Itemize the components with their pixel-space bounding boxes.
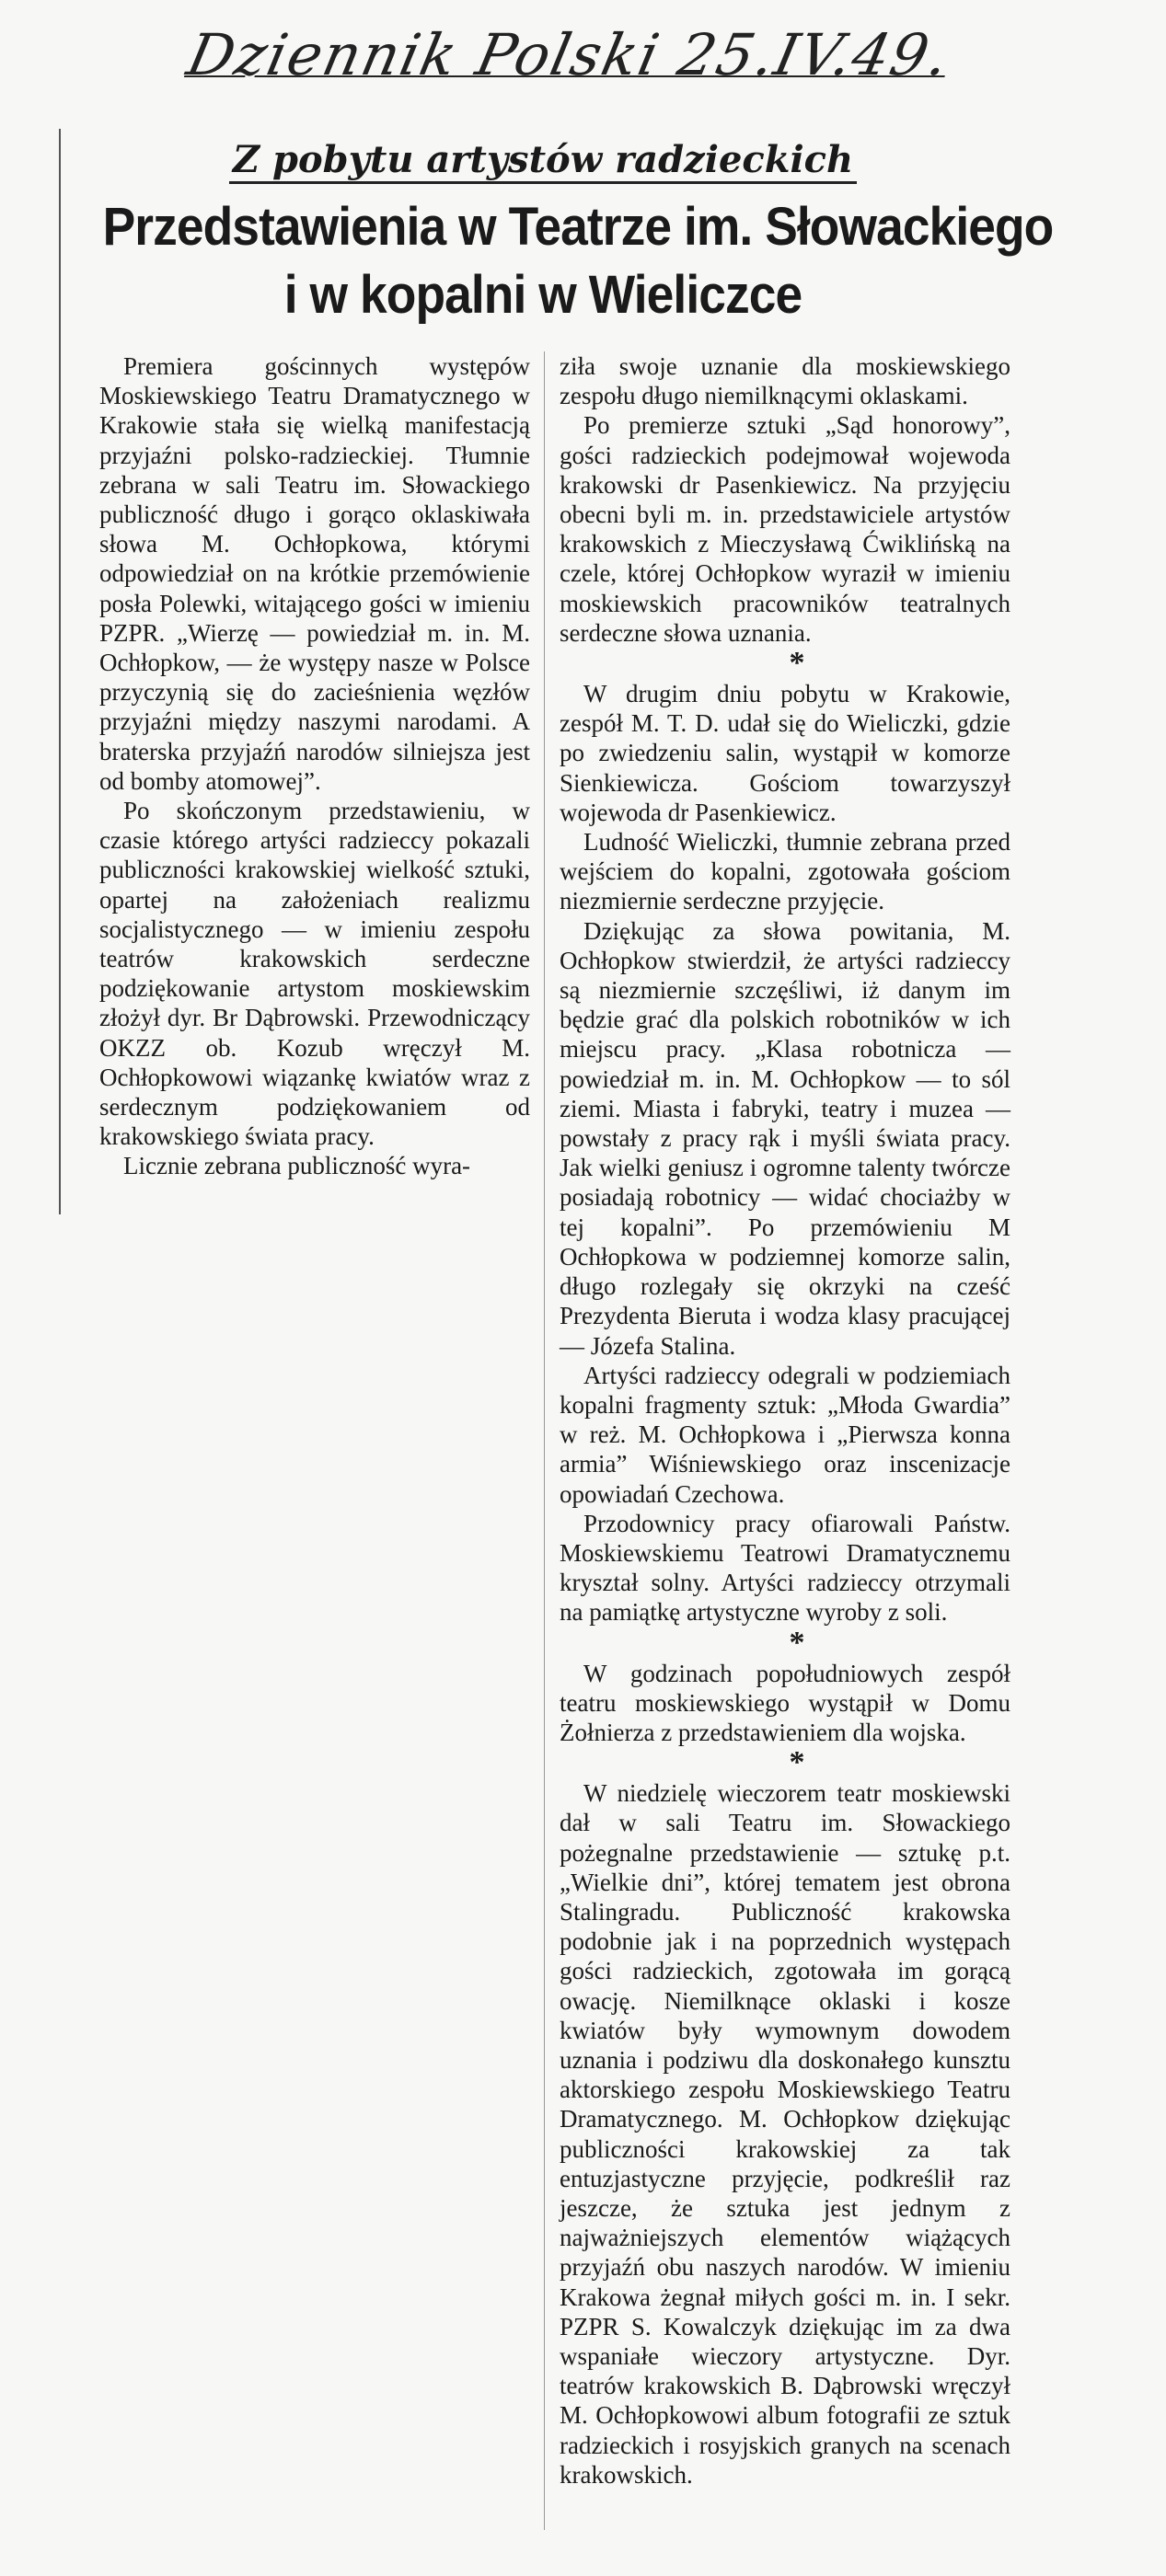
paragraph: Dziękując za słowa powitania, M. Ochłopkow stwierdził, że artyści radzieccy są niezmiernie szczęśliwi, iż danym im będzie grać dla polskich robotników w ich miejscu pracy. „Klasa robotnicza — powiedział m. in. M. Ochłopkow — to sól ziemi. Miasta i fabryki, teatry i muzea — powstały z pracy rąk i myśli świata pracy. Jak wielki geniusz i ogromne talenty twórcze posiadają robotnicy — widać chociażby w tej kopalni”. Po przemówieniu M Ochłopkowa w podziemnej komorze salin, długo rozlegały się okrzyki na cześć Prezydenta Bieruta i wodza klasy pracującej — Józefa Stalina.: [560, 916, 1010, 1360]
headline-line-1: Przedstawienia w Teatrze im. Słowackiego: [102, 197, 1054, 257]
section-separator-star: *: [789, 1625, 805, 1660]
headline: [102, 193, 1054, 331]
paragraph: W drugim dniu pobytu w Krakowie, zespół M. T. D. udał się do Wieliczki, gdzie po zwiedzeniu salin, wystąpił w komorze Sienkiewicza. Gościom towarzyszył wojewoda dr Pasenkiewicz.: [560, 680, 1010, 826]
paragraph: W niedzielę wieczorem teatr moskiewski dał w sali Teatru im. Słowackiego pożegnalne przedstawienie — sztukę p.t. „Wielkie dni”, której tematem jest obrona Stalingradu. Publiczność krakowska podobnie jak i na poprzednich występach gości radzieckich, zgotowała im gorącą owację. Niemilknące oklaski i kosze kwiatów były wymownym dowodem uznania i podziwu dla doskonałego kunsztu aktorskiego zespołu Moskiewskiego Teatru Dramatycznego. M. Ochłopkow dziękując publiczności krakowskiej za tak entuzjastyczne przyjęcie, podkreślił raz jeszcze, że sztuka jest jednym z najważniejszych elementów wiążących przyjaźń obu naszych narodów. W imieniu Krakowa żegnał miłych gości m. in. I sekr. PZPR S. Kowalczyk dziękując im za dwa wspaniałe wieczory artystyczne. Dyr. teatrów krakowskich B. Dąbrowski wręczył M. Ochłopkowowi album fotografii ze sztuk radzieckich i rosyjskich granych na scenach krakowskich.: [560, 1779, 1010, 2489]
section-separator-star: *: [789, 1745, 805, 1780]
paragraph: Ludność Wieliczki, tłumnie zebrana przed wejściem do kopalni, zgotowała gościom niezmiernie serdeczne przyjęcie.: [560, 828, 1010, 915]
paragraph: W godzinach popołudniowych zespół teatru moskiewskiego wystąpił w Domu Żołnierza z przedstawieniem dla wojska.: [560, 1659, 1010, 1746]
paragraph: Artyści radzieccy odegrali w podziemiach kopalni fragmenty sztuk: „Młoda Gwardia” w reż. M. Ochłopkowa i „Pierwsza konna armia” Wiśniewskiego oraz inscenizacje opowiadań Czechowa.: [560, 1361, 1010, 1508]
section-heading-text: Z pobytu artystów radzieckich: [229, 138, 857, 184]
column-divider: [544, 351, 545, 2530]
paragraph: Przodownicy pracy ofiarowali Państw. Moskiewskiemu Teatrowi Dramatycznemu kryształ solny. Artyści radzieccy otrzymali na pamiątkę artystyczne wyroby z soli.: [560, 1509, 1010, 1627]
paragraph: Premiera gościnnych występów Moskiewskiego Teatru Dramatycznego w Krakowie stała się wielką manifestacją przyjaźni polsko-radzieckiej. Tłumnie zebrana w sali Teatru im. Słowackiego publiczność długo i gorąco oklaskiwała słowa M. Ochłopkowa, którymi odpowiedział on na krótkie przemówienie posła Polewki, witającego gości w imieniu PZPR. „Wierzę — powiedział m. in. M. Ochłopkow, — że występy nasze w Polsce przyczynią się do zacieśnienia węzłów przyjaźni między naszymi narodami. A braterska przyjaźń narodów silniejsza jest od bomby atomowej”.: [99, 352, 530, 795]
paragraph: Po skończonym przedstawieniu, w czasie którego artyści radzieccy pokazali publiczności krakowskiej wielkość sztuki, opartej na założeniach realizmu socjalistycznego — w imieniu zespołu teatrów krakowskich serdeczne podziękowanie artystom moskiewskim złożył dyr. Br Dąbrowski. Przewodniczący OKZZ ob. Kozub wręczył M. Ochłopkowowi wiązankę kwiatów wraz z serdecznym podziękowaniem od krakowskiego świata pracy.: [99, 797, 530, 1151]
left-column: [99, 351, 530, 1181]
paragraph: ziła swoje uznanie dla moskiewskiego zespołu długo niemilknącymi oklaskami.: [560, 352, 1010, 410]
clipping-edge-line: [59, 129, 61, 1214]
section-separator-star: *: [789, 646, 805, 681]
right-column: [560, 351, 1010, 2490]
section-heading: [64, 136, 1022, 184]
handwritten-source-note: Dziennik Polski 25.IV.49.: [181, 21, 957, 88]
headline-line-2: i w kopalni w Wieliczce: [283, 265, 802, 325]
paragraph: Licznie zebrana publiczność wyra-: [123, 1152, 471, 1180]
paragraph: Po premierze sztuki „Sąd honorowy”, gości radzieckich podejmował wojewoda krakowski dr Pasenkiewicz. Na przyjęciu obecni byli m. in. przedstawiciele artystów krakowskich z Mieczysławą Ćwiklińską na czele, której Ochłopkow wyraził w imieniu moskiewskich pracowników teatralnych serdeczne słowa uznania.: [560, 411, 1010, 647]
